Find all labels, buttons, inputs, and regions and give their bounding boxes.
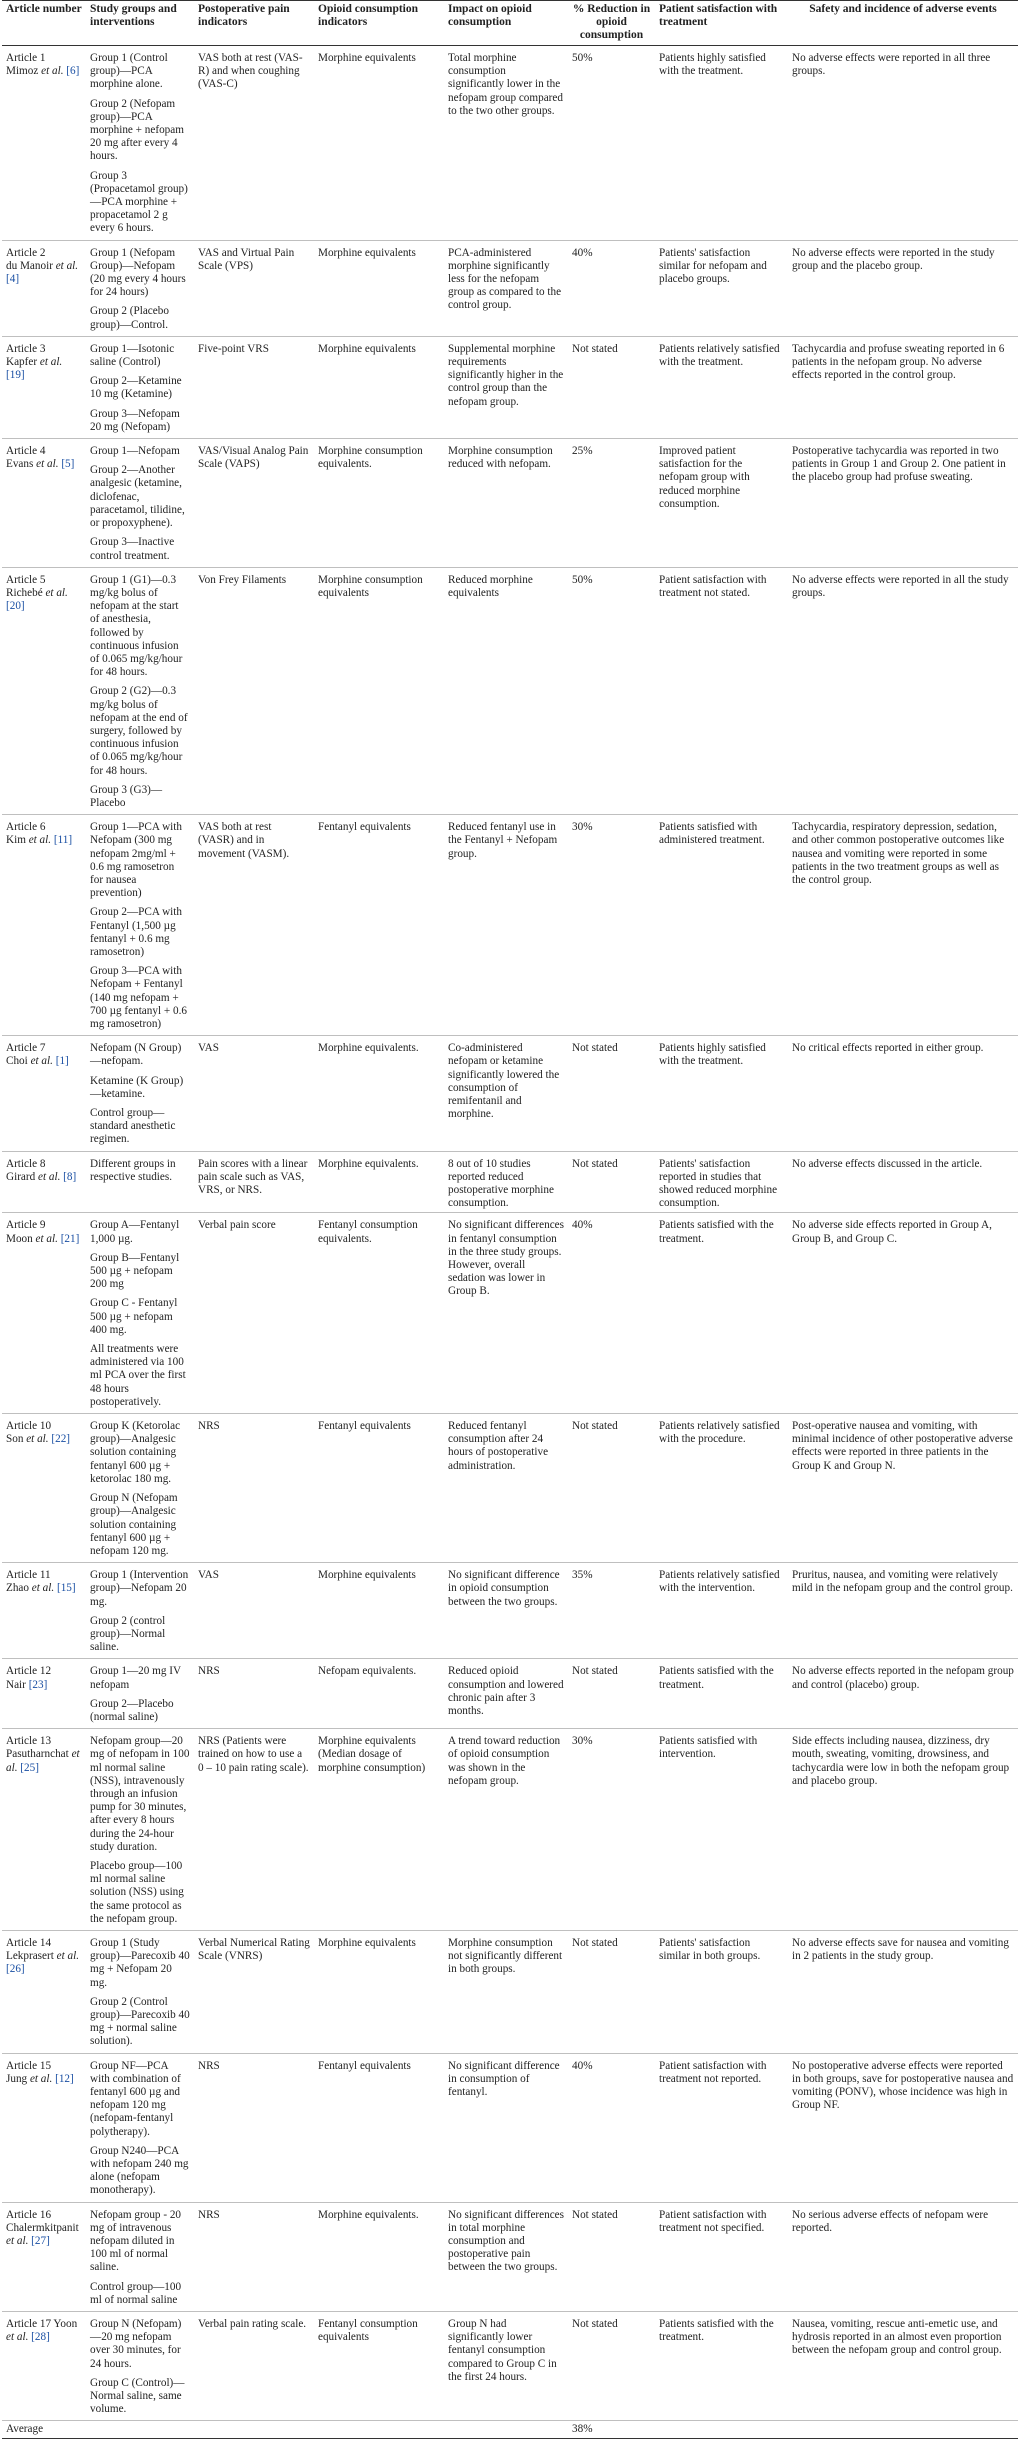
reference-link[interactable]: [22]: [51, 1433, 71, 1446]
author-name: Zhao et al.: [6, 1582, 55, 1595]
impact-cell: Reduced fentanyl use in the Fentanyl + Nefopam group.: [444, 815, 568, 1036]
author-name: Mimoz et al.: [6, 65, 64, 78]
safety-cell: Post-operative nausea and vomiting, with minimal incidence of other postoperative adverse effects were reported in three patients in the Group K and Group N.: [788, 1414, 1018, 1563]
satisfaction-cell: Patients relatively satisfied with the treatment.: [655, 336, 788, 438]
study-group-item: Group 1 (Control group)—PCA morphine alone.: [90, 52, 168, 91]
satisfaction-cell: Improved patient satisfaction for the nefopam group with reduced morphine consumption.: [655, 439, 788, 568]
satisfaction-cell: Patients satisfied with the treatment.: [655, 1213, 788, 1414]
author-name: Girard et al.: [6, 1170, 61, 1183]
article-cell: [2, 815, 86, 1036]
pain-indicator-cell: NRS: [194, 1414, 314, 1563]
table-row: [2, 240, 1018, 336]
table-row: [2, 1729, 1018, 1931]
study-group-item: Group 1 (Nefopam Group)—Nefopam (20 mg every 4 hours for 24 hours): [90, 246, 186, 299]
reduction-cell: Not stated: [568, 336, 655, 438]
average-value: 38%: [568, 2421, 655, 2438]
header-satisfaction: Patient satisfaction with treatment: [655, 1, 788, 46]
safety-cell: Tachycardia, respiratory depression, sedation, and other common postoperative outcomes like nausea and vomiting were reported in some patients in the two treatment groups as well as the control group.: [788, 815, 1018, 1036]
author-name: Moon et al.: [6, 1232, 58, 1245]
impact-cell: Reduced morphine equivalents: [444, 567, 568, 814]
reference-link[interactable]: [12]: [55, 2072, 74, 2085]
study-group-item: Nefopam group—20 mg of nefopam in 100 ml normal saline (NSS), intravenously through an infusion pump for 30 minutes, after every 8 hours during the 24-hour study duration.: [90, 1735, 190, 1853]
opioid-indicator-cell: Fentanyl equivalents: [314, 815, 444, 1036]
study-group-item: Group 2 (control group)—Normal saline.: [90, 1614, 166, 1654]
study-group-item: Group N (Nefopam group)—Analgesic solution containing fentanyl 600 µg + nefopam 120 mg.: [90, 1492, 178, 1557]
impact-cell: Reduced opioid consumption and lowered chronic pain after 3 months.: [444, 1659, 568, 1729]
author-name: Choi et al.: [6, 1055, 53, 1068]
article-cell: [2, 2053, 86, 2202]
study-group-item: Group 2 (G2)—0.3 mg/kg bolus of nefopam at the end of surgery, followed by continuous infusion of 0.065 mg/kg/hour for 48 hours.: [90, 685, 188, 777]
article-cell: [2, 1036, 86, 1151]
study-groups-cell: [86, 1151, 194, 1213]
satisfaction-cell: Patients' satisfaction reported in studies that showed reduced morphine consumption.: [655, 1151, 788, 1213]
pain-indicator-cell: Five-point VRS: [194, 336, 314, 438]
reduction-cell: Not stated: [568, 1930, 655, 2053]
reference-link[interactable]: [21]: [60, 1232, 80, 1245]
safety-cell: No adverse effects were reported in all the study groups.: [788, 567, 1018, 814]
reduction-cell: 30%: [568, 1729, 655, 1931]
article-number: Article 12: [6, 1665, 52, 1678]
article-cell: [2, 2312, 86, 2421]
study-group-item: Group 2 (Placebo group)—Control.: [90, 305, 169, 331]
impact-cell: No significant differences in total morphine consumption and postoperative pain between the two groups.: [444, 2202, 568, 2311]
study-groups-cell: [86, 2053, 194, 2202]
table-row: [2, 336, 1018, 438]
safety-cell: No adverse effects discussed in the article.: [788, 1151, 1018, 1213]
empty-cell: [655, 2421, 788, 2438]
satisfaction-cell: Patient satisfaction with treatment not specified.: [655, 2202, 788, 2311]
impact-cell: Co-administered nefopam or ketamine significantly lowered the consumption of remifentanil and morphine.: [444, 1036, 568, 1151]
author-name: Kim et al.: [6, 834, 52, 847]
study-group-item: Control group—standard anesthetic regimen.: [90, 1107, 176, 1146]
study-groups-cell: [86, 439, 194, 568]
author-name: et al.: [6, 2331, 29, 2344]
article-author: [6, 1950, 82, 1976]
article-number: Article 8: [6, 1157, 46, 1170]
pain-indicator-cell: NRS: [194, 1659, 314, 1729]
article-author: [6, 834, 82, 847]
reference-link[interactable]: [25]: [20, 1761, 39, 1774]
article-cell: [2, 336, 86, 438]
opioid-indicator-cell: Morphine equivalents: [314, 240, 444, 336]
safety-cell: Postoperative tachycardia was reported in two patients in Group 1 and Group 2. One patient in the placebo group had profuse sweating.: [788, 439, 1018, 568]
opioid-indicator-cell: Nefopam equivalents.: [314, 1659, 444, 1729]
header-article-number: Article number: [2, 1, 86, 46]
satisfaction-cell: Patients satisfied with the treatment.: [655, 1659, 788, 1729]
impact-cell: No significant difference in consumption of fentanyl.: [444, 2053, 568, 2202]
reduction-cell: Not stated: [568, 1036, 655, 1151]
opioid-indicator-cell: Fentanyl consumption equivalents: [314, 2312, 444, 2421]
pain-indicator-cell: VAS: [194, 1563, 314, 1659]
reduction-cell: 25%: [568, 439, 655, 568]
article-author: [6, 356, 82, 382]
empty-cell: [86, 2421, 194, 2438]
pain-indicator-cell: NRS: [194, 2053, 314, 2202]
table-row: [2, 567, 1018, 814]
article-cell: [2, 567, 86, 814]
pain-indicator-cell: NRS (Patients were trained on how to use a 0 – 10 pain rating scale).: [194, 1729, 314, 1931]
reduction-cell: 40%: [568, 240, 655, 336]
study-group-item: Group 2—PCA with Fentanyl (1,500 µg fentanyl + 0.6 mg ramosetron): [90, 906, 182, 958]
table-header-row: [2, 1, 1018, 46]
study-group-item: Nefopam (N Group)—nefopam.: [90, 1042, 182, 1068]
article-cell: [2, 1563, 86, 1659]
reference-link[interactable]: [4]: [6, 273, 20, 286]
article-number: Article 6: [6, 821, 46, 834]
article-number: Article 14: [6, 1936, 52, 1949]
study-group-item: Group 3—Nefopam 20 mg (Nefopam): [90, 407, 180, 433]
study-groups-cell: [86, 240, 194, 336]
opioid-indicator-cell: Morphine equivalents: [314, 336, 444, 438]
article-number: Article 16: [6, 2208, 52, 2221]
opioid-indicator-cell: Morphine equivalents: [314, 1930, 444, 2053]
pain-indicator-cell: Verbal pain score: [194, 1213, 314, 1414]
empty-cell: [444, 2421, 568, 2438]
article-cell: [2, 2202, 86, 2311]
reduction-cell: Not stated: [568, 1414, 655, 1563]
satisfaction-cell: Patients' satisfaction similar in both groups.: [655, 1930, 788, 2053]
safety-cell: No postoperative adverse effects were reported in both groups, save for postoperative nausea and vomiting (PONV), whose incidence was high in Group NF.: [788, 2053, 1018, 2202]
article-number: Article 1: [6, 52, 46, 64]
satisfaction-cell: Patients satisfied with administered treatment.: [655, 815, 788, 1036]
author-name: Jung et al.: [6, 2072, 53, 2085]
article-cell: [2, 1930, 86, 2053]
author-name: Evans et al.: [6, 458, 59, 471]
reduction-cell: 30%: [568, 815, 655, 1036]
impact-cell: No significant differences in fentanyl consumption in the three study groups. However, overall sedation was lower in Group B.: [444, 1213, 568, 1414]
article-cell: [2, 1659, 86, 1729]
study-group-item: Group NF—PCA with combination of fentanyl 600 µg and nefopam 120 mg (nefopam-fentanyl polytherapy).: [90, 2059, 181, 2138]
satisfaction-cell: Patients relatively satisfied with the procedure.: [655, 1414, 788, 1563]
table-row: [2, 2312, 1018, 2421]
impact-cell: Morphine consumption reduced with nefopam.: [444, 439, 568, 568]
article-author: [6, 458, 82, 471]
study-group-item: Ketamine (K Group)—ketamine.: [90, 1074, 184, 1100]
article-author: [6, 1433, 82, 1446]
reduction-cell: Not stated: [568, 2202, 655, 2311]
study-group-item: Group 3 (Propacetamol group)—PCA morphine + propacetamol 2 g every 6 hours.: [90, 169, 188, 235]
safety-cell: No adverse effects were reported in the study group and the placebo group.: [788, 240, 1018, 336]
study-group-item: Group 3—Inactive control treatment.: [90, 536, 175, 562]
article-author: [6, 260, 82, 286]
study-groups-cell: [86, 1729, 194, 1931]
study-group-item: Group C (Control)—Normal saline, same volume.: [90, 2376, 185, 2416]
study-groups-cell: [86, 1414, 194, 1563]
study-groups-cell: [86, 1659, 194, 1729]
reference-link[interactable]: [27]: [31, 2235, 50, 2248]
opioid-indicator-cell: Fentanyl equivalents: [314, 2053, 444, 2202]
author-name: du Manoir et al.: [6, 259, 79, 272]
average-label: Average: [2, 2421, 86, 2438]
study-groups-cell: [86, 1930, 194, 2053]
reduction-cell: 35%: [568, 1563, 655, 1659]
impact-cell: Morphine consumption not significantly different in both groups.: [444, 1930, 568, 2053]
author-name: Nair: [6, 1678, 26, 1691]
reduction-cell: 50%: [568, 46, 655, 241]
reference-link[interactable]: [11]: [53, 834, 73, 847]
study-groups-cell: [86, 1563, 194, 1659]
reduction-cell: Not stated: [568, 1151, 655, 1213]
study-group-item: Group N (Nefopam)—20 mg nefopam over 30 minutes, for 24 hours.: [90, 2318, 182, 2370]
article-cell: [2, 1213, 86, 1414]
article-author: [6, 2222, 82, 2248]
reference-link[interactable]: [5]: [61, 458, 75, 471]
article-author: [6, 1679, 82, 1692]
article-author: [6, 587, 82, 613]
satisfaction-cell: Patient satisfaction with treatment not stated.: [655, 567, 788, 814]
article-number: Article 5: [6, 573, 46, 586]
safety-cell: Nausea, vomiting, rescue anti-emetic use, and hydrosis reported in an almost even proportion between the nefopam group and control group.: [788, 2312, 1018, 2421]
safety-cell: No adverse effects save for nausea and vomiting in 2 patients in the study group.: [788, 1930, 1018, 2053]
impact-cell: PCA-administered morphine significantly less for the nefopam group as compared to the control group.: [444, 240, 568, 336]
table-row: [2, 1930, 1018, 2053]
article-author: [6, 2073, 82, 2086]
opioid-indicator-cell: Morphine equivalents.: [314, 1036, 444, 1151]
header-impact: Impact on opioid consumption: [444, 1, 568, 46]
article-number: Article 15: [6, 2059, 52, 2072]
article-cell: [2, 240, 86, 336]
reference-link[interactable]: [1]: [55, 1055, 69, 1068]
pain-indicator-cell: VAS both at rest (VASR) and in movement (VASM).: [194, 815, 314, 1036]
study-group-item: Placebo group—100 ml normal saline solution (NSS) using the same protocol as the nefopam group.: [90, 1859, 184, 1925]
opioid-indicator-cell: Morphine equivalents: [314, 46, 444, 241]
article-author: [6, 1171, 82, 1184]
table-row: [2, 815, 1018, 1036]
safety-cell: Tachycardia and profuse sweating reported in 6 patients in the nefopam group. No adverse effects reported in the control group.: [788, 336, 1018, 438]
table-row: [2, 1414, 1018, 1563]
reference-link[interactable]: [26]: [6, 1963, 25, 1976]
author-name: Kapfer et al.: [6, 356, 63, 369]
study-group-item: Group 1 (Intervention group)—Nefopam 20 mg.: [90, 1569, 189, 1608]
header-study-groups: Study groups and interventions: [86, 1, 194, 46]
article-number: Article 7: [6, 1042, 46, 1055]
article-cell: [2, 1729, 86, 1931]
study-group-item: Group 1—Isotonic saline (Control): [90, 342, 175, 369]
author-name: Son et al.: [6, 1433, 49, 1446]
satisfaction-cell: Patients satisfied with the treatment.: [655, 2312, 788, 2421]
article-author: [6, 2331, 82, 2344]
safety-cell: No adverse side effects reported in Group A, Group B, and Group C.: [788, 1213, 1018, 1414]
table-body: [2, 46, 1018, 2439]
header-opioid-indicators: Opioid consumption indicators: [314, 1, 444, 46]
reference-link[interactable]: [6]: [66, 65, 80, 78]
table-row: [2, 1659, 1018, 1729]
study-group-item: Group C - Fentanyl 500 µg + nefopam 400 mg.: [90, 1297, 178, 1336]
reference-link[interactable]: [20]: [6, 600, 25, 613]
article-number: Article 13: [6, 1735, 52, 1748]
reduction-cell: 40%: [568, 1213, 655, 1414]
article-author: [6, 1055, 82, 1068]
study-group-item: Group 2—Placebo (normal saline): [90, 1697, 174, 1723]
average-row: [2, 2421, 1018, 2438]
study-group-item: Group 3 (G3)—Placebo: [90, 783, 163, 809]
article-author: [6, 1748, 82, 1774]
table-row: [2, 439, 1018, 568]
author-name: Pasutharnchat et al.: [6, 1748, 80, 1774]
pain-indicator-cell: VAS both at rest (VAS-R) and when coughing (VAS-C): [194, 46, 314, 241]
study-group-item: Control group—100 ml of normal saline: [90, 2280, 182, 2306]
study-group-item: Nefopam group - 20 mg of intravenous nefopam diluted in 100 ml of normal saline.: [90, 2208, 182, 2274]
reference-link[interactable]: [15]: [56, 1582, 76, 1595]
impact-cell: 8 out of 10 studies reported reduced postoperative morphine consumption.: [444, 1151, 568, 1213]
safety-cell: No critical effects reported in either group.: [788, 1036, 1018, 1151]
study-group-item: Group 2—Ketamine 10 mg (Ketamine): [90, 375, 182, 401]
opioid-indicator-cell: Morphine consumption equivalents: [314, 567, 444, 814]
pain-indicator-cell: VAS and Virtual Pain Scale (VPS): [194, 240, 314, 336]
opioid-indicator-cell: Fentanyl consumption equivalents.: [314, 1213, 444, 1414]
impact-cell: A trend toward reduction of opioid consumption was shown in the nefopam group.: [444, 1729, 568, 1931]
header-reduction: % Reduction in opioid consumption: [568, 1, 655, 46]
opioid-indicator-cell: Morphine equivalents (Median dosage of morphine consumption): [314, 1729, 444, 1931]
author-name: Lekprasert et al.: [6, 1950, 80, 1963]
satisfaction-cell: Patients highly satisfied with the treatment.: [655, 46, 788, 241]
article-number: Article 11: [6, 1569, 51, 1582]
study-group-item: All treatments were administered via 100 ml PCA over the first 48 hours postoperatively.: [90, 1343, 186, 1408]
table-row: [2, 1151, 1018, 1213]
pain-indicator-cell: Pain scores with a linear pain scale such as VAS, VRS, or NRS.: [194, 1151, 314, 1213]
reference-link[interactable]: [8]: [63, 1170, 77, 1183]
safety-cell: Side effects including nausea, dizziness, dry mouth, sweating, vomiting, drowsiness, and tachycardia were low in both the nefopam group and placebo group.: [788, 1729, 1018, 1931]
author-name: Richebé et al.: [6, 586, 68, 599]
satisfaction-cell: Patient satisfaction with treatment not reported.: [655, 2053, 788, 2202]
study-group-item: Group 1—PCA with Nefopam (300 mg nefopam 2mg/ml + 0.6 mg ramosetron for nausea prevention): [90, 821, 182, 900]
impact-cell: Reduced fentanyl consumption after 24 hours of postoperative administration.: [444, 1414, 568, 1563]
opioid-indicator-cell: Morphine equivalents.: [314, 1151, 444, 1213]
article-number: Article 2: [6, 246, 46, 259]
reduction-cell: Not stated: [568, 1659, 655, 1729]
article-number: Article 10: [6, 1420, 52, 1433]
reference-link[interactable]: [19]: [6, 369, 25, 382]
pain-indicator-cell: VAS/Visual Analog Pain Scale (VAPS): [194, 439, 314, 568]
study-group-item: Group 1 (G1)—0.3 mg/kg bolus of nefopam at the start of anesthesia, followed by continuous infusion of 0.065 mg/kg/hour for 48 hours.: [90, 573, 183, 679]
impact-cell: No significant difference in opioid consumption between the two groups.: [444, 1563, 568, 1659]
article-author: [6, 65, 82, 78]
study-group-item: Group B—Fentanyl 500 µg + nefopam 200 mg: [90, 1251, 180, 1291]
pain-indicator-cell: VAS: [194, 1036, 314, 1151]
table-row: [2, 46, 1018, 241]
study-groups-cell: [86, 2202, 194, 2311]
opioid-indicator-cell: Fentanyl equivalents: [314, 1414, 444, 1563]
empty-cell: [788, 2421, 1018, 2438]
pain-indicator-cell: Von Frey Filaments: [194, 567, 314, 814]
header-pain-indicators: Postoperative pain indicators: [194, 1, 314, 46]
study-group-item: Group 2—Another analgesic (ketamine, diclofenac, paracetamol, tilidine, or propoxyphene).: [90, 464, 185, 530]
study-groups-cell: [86, 336, 194, 438]
safety-cell: No serious adverse effects of nefopam were reported.: [788, 2202, 1018, 2311]
safety-cell: Pruritus, nausea, and vomiting were relatively mild in the nefopam group and the control group.: [788, 1563, 1018, 1659]
table-row: [2, 2053, 1018, 2202]
impact-cell: Supplemental morphine requirements significantly higher in the control group than the nefopam group.: [444, 336, 568, 438]
author-name: Chalermkitpanit et al.: [6, 2221, 79, 2248]
study-groups-cell: [86, 46, 194, 241]
article-cell: [2, 439, 86, 568]
safety-cell: No adverse effects were reported in all three groups.: [788, 46, 1018, 241]
reduction-cell: 50%: [568, 567, 655, 814]
satisfaction-cell: Patients highly satisfied with the treatment.: [655, 1036, 788, 1151]
article-number: Article 9: [6, 1219, 46, 1232]
satisfaction-cell: Patients satisfied with intervention.: [655, 1729, 788, 1931]
reduction-cell: Not stated: [568, 2312, 655, 2421]
pain-indicator-cell: Verbal pain rating scale.: [194, 2312, 314, 2421]
study-group-item: Group N240—PCA with nefopam 240 mg alone (nefopam monotherapy).: [90, 2144, 189, 2197]
study-group-item: Group 2 (Nefopam group)—PCA morphine + nefopam 20 mg after every 4 hours.: [90, 97, 184, 163]
header-safety: Safety and incidence of adverse events: [788, 1, 1018, 46]
opioid-indicator-cell: Morphine consumption equivalents.: [314, 439, 444, 568]
satisfaction-cell: Patients' satisfaction similar for nefopam and placebo groups.: [655, 240, 788, 336]
reduction-cell: 40%: [568, 2053, 655, 2202]
table-row: [2, 1213, 1018, 1414]
study-group-item: Group 3—PCA with Nefopam + Fentanyl (140 mg nefopam + 700 µg fentanyl + 0.6 mg ramosetron): [90, 965, 187, 1030]
article-number: Article 3: [6, 342, 46, 355]
impact-cell: Total morphine consumption significantly lower in the nefopam group compared to the two other groups.: [444, 46, 568, 241]
study-group-item: Group 1 (Study group)—Parecoxib 40 mg + Nefopam 20 mg.: [90, 1936, 190, 1989]
article-cell: [2, 46, 86, 241]
safety-cell: No adverse effects reported in the nefopam group and control (placebo) group.: [788, 1659, 1018, 1729]
study-group-item: Group A—Fentanyl 1,000 µg.: [90, 1219, 180, 1245]
study-group-item: Group 2 (Control group)—Parecoxib 40 mg + normal saline solution).: [90, 1995, 190, 2048]
study-groups-cell: [86, 567, 194, 814]
table-row: [2, 1036, 1018, 1151]
pain-indicator-cell: Verbal Numerical Rating Scale (VNRS): [194, 1930, 314, 2053]
article-author: [6, 1582, 82, 1595]
study-groups-cell: [86, 1036, 194, 1151]
study-group-item: Group 1—20 mg IV nefopam: [90, 1665, 181, 1691]
table-row: [2, 1563, 1018, 1659]
opioid-indicator-cell: Morphine equivalents.: [314, 2202, 444, 2311]
evidence-table: [2, 0, 1018, 2439]
article-cell: [2, 1151, 86, 1213]
impact-cell: Group N had significantly lower fentanyl consumption compared to Group C in the first 24 hours.: [444, 2312, 568, 2421]
reference-link[interactable]: [28]: [31, 2331, 50, 2344]
article-author: [6, 1233, 82, 1246]
article-number: Article 4: [6, 445, 46, 458]
study-group-item: Group K (Ketorolac group)—Analgesic solution containing fentanyl 600 µg + ketorolac 180 mg.: [90, 1420, 181, 1485]
empty-cell: [314, 2421, 444, 2438]
article-number: Article 17 Yoon: [6, 2318, 78, 2331]
empty-cell: [194, 2421, 314, 2438]
table-row: [2, 2202, 1018, 2311]
reference-link[interactable]: [23]: [28, 1678, 48, 1691]
study-group-item: Group 1—Nefopam: [90, 445, 180, 458]
article-cell: [2, 1414, 86, 1563]
satisfaction-cell: Patients relatively satisfied with the intervention.: [655, 1563, 788, 1659]
study-groups-cell: [86, 1213, 194, 1414]
study-groups-cell: [86, 2312, 194, 2421]
study-groups-cell: [86, 815, 194, 1036]
opioid-indicator-cell: Morphine equivalents: [314, 1563, 444, 1659]
pain-indicator-cell: NRS: [194, 2202, 314, 2311]
study-group-item: Different groups in respective studies.: [90, 1157, 176, 1183]
